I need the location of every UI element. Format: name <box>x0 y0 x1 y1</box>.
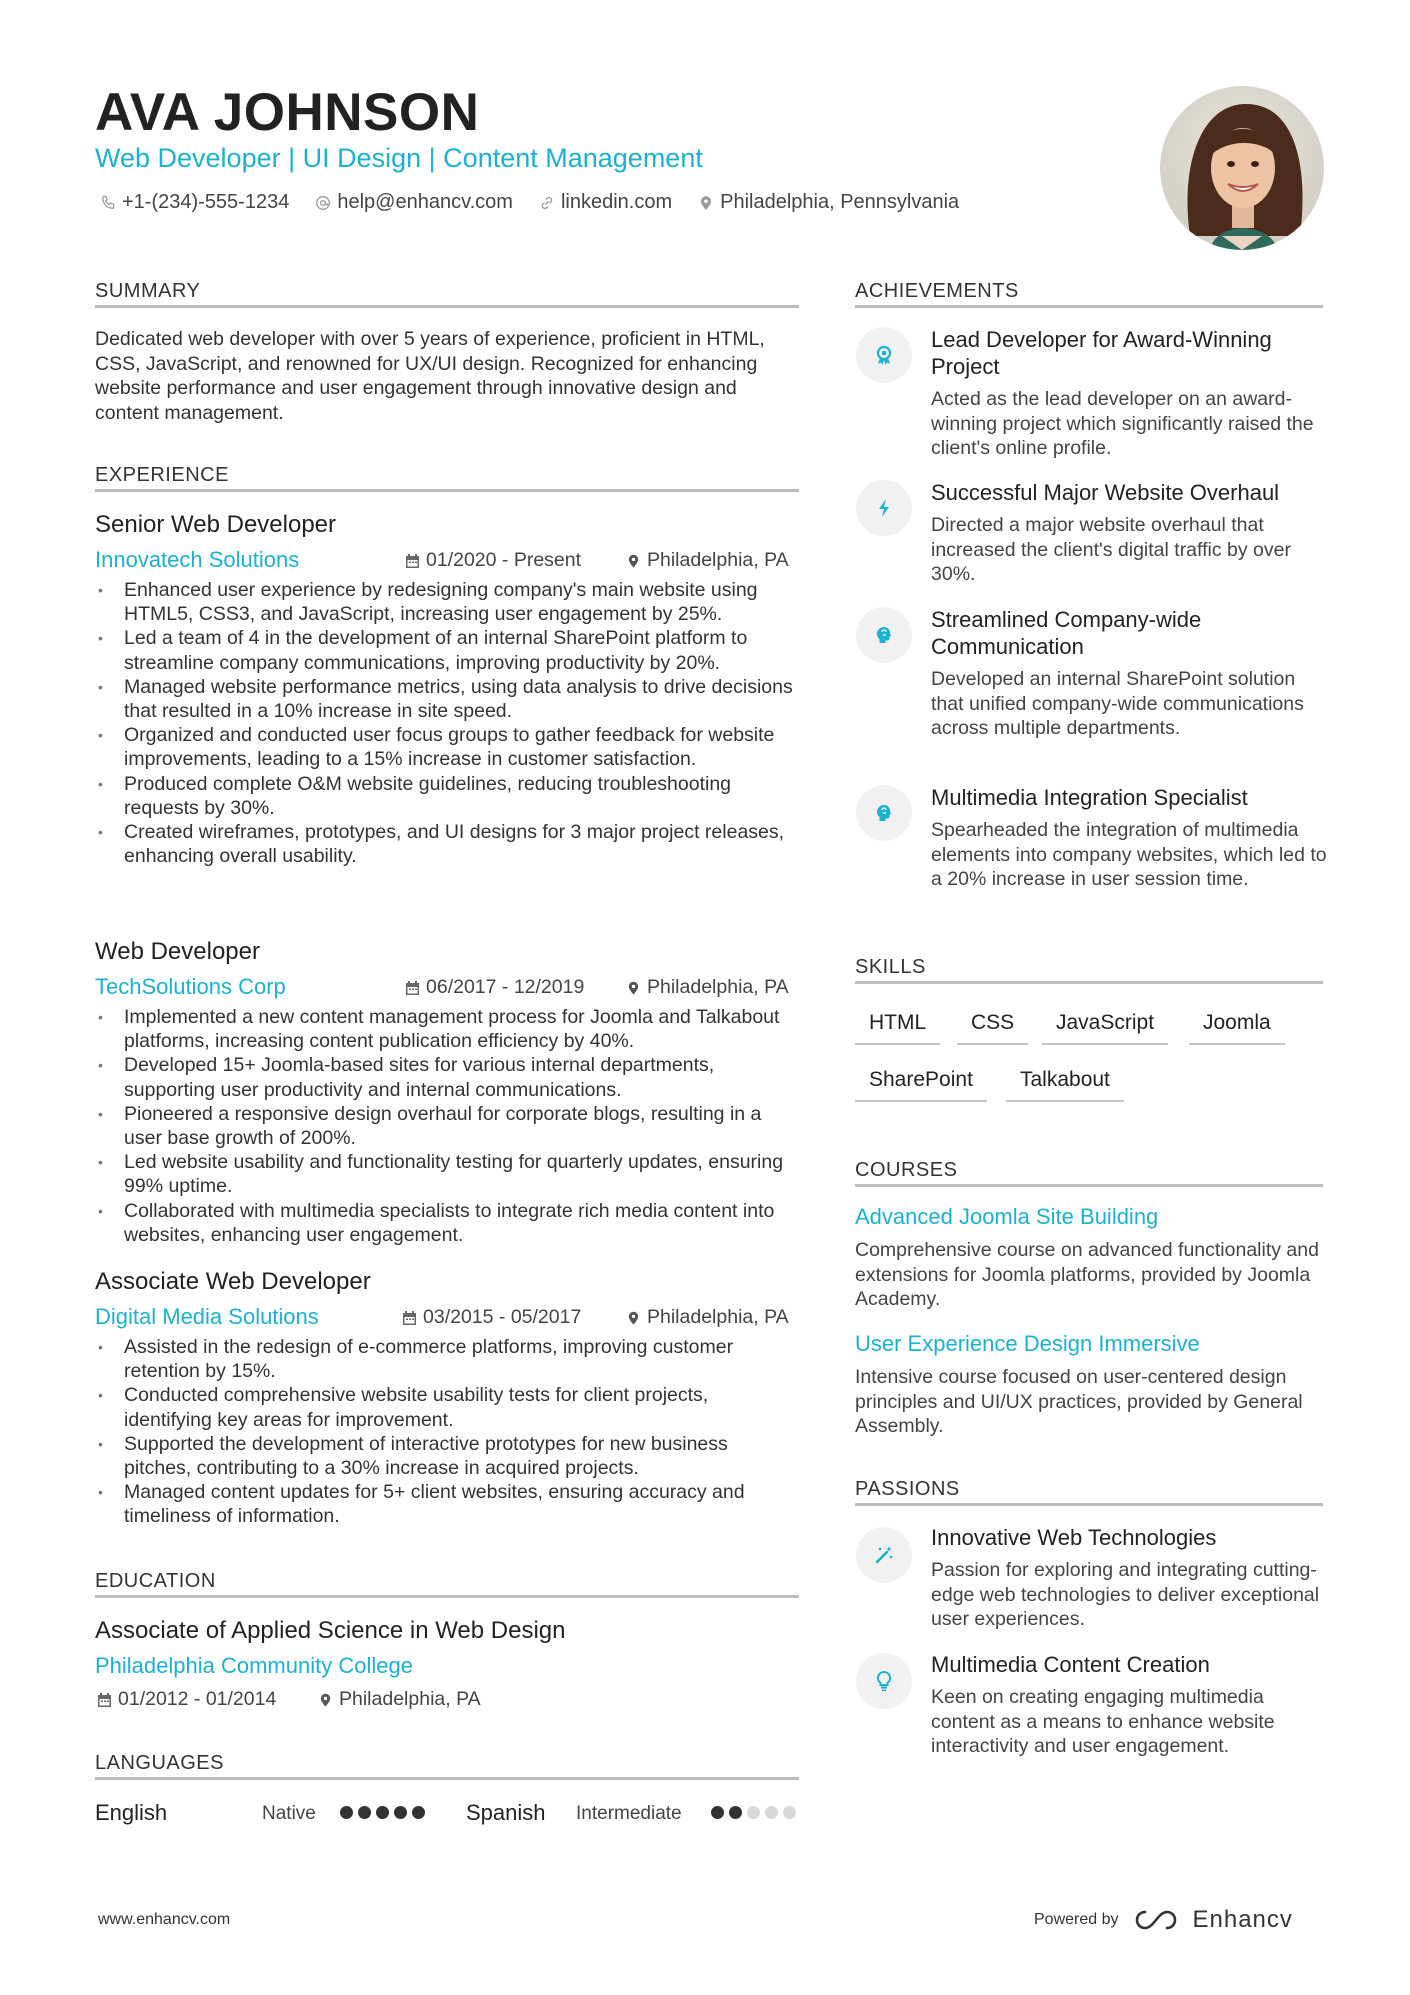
education-location-text: Philadelphia, PA <box>339 1688 481 1710</box>
job-dates <box>405 976 584 999</box>
email-text: help@enhancv.com <box>337 191 513 213</box>
footer-website[interactable]: www.enhancv.com <box>98 1911 231 1928</box>
summary-divider <box>95 305 799 308</box>
achievements-divider <box>855 305 1323 308</box>
brain-icon <box>873 802 895 824</box>
company-name: TechSolutions Corp <box>95 974 286 999</box>
contact-bar <box>100 191 959 214</box>
achievement-icon-bg <box>856 480 912 536</box>
achievement-icon-bg <box>856 785 912 841</box>
brand-name: Enhancv <box>1192 1906 1293 1933</box>
location-pin-icon <box>626 553 641 569</box>
rating-dot <box>376 1806 389 1819</box>
language-rating-spanish <box>711 1806 796 1819</box>
calendar-icon <box>405 980 420 996</box>
passion-desc: Passion for exploring and integrating cutting-edge web technologies to deliver exceptional user experiences. <box>931 1559 1320 1630</box>
brain-icon <box>873 624 895 646</box>
education-location <box>318 1688 481 1711</box>
achievements-heading: ACHIEVEMENTS <box>855 280 1019 302</box>
passions-divider <box>855 1503 1323 1506</box>
summary-heading: SUMMARY <box>95 280 201 302</box>
magic-wand-icon <box>873 1544 895 1566</box>
list-item: • Created wireframes, prototypes, and UI designs for 3 major project releases, enhancing overall usability. <box>95 820 800 868</box>
at-icon <box>315 195 331 211</box>
education-heading: EDUCATION <box>95 1570 216 1592</box>
location-pin-icon <box>318 1692 333 1708</box>
passion-title: Innovative Web Technologies <box>931 1525 1217 1550</box>
phone-text: +1-(234)-555-1234 <box>122 191 290 213</box>
education-dates <box>97 1688 276 1711</box>
job-location-text: Philadelphia, PA <box>647 1306 789 1328</box>
list-item: • Managed content updates for 5+ client websites, ensuring accuracy and timeliness of information. <box>95 1480 800 1528</box>
contact-phone <box>100 191 289 214</box>
job-dates <box>402 1306 581 1329</box>
job-dates-text: 03/2015 - 05/2017 <box>423 1306 582 1328</box>
calendar-icon <box>402 1310 417 1326</box>
powered-by-text: Powered by <box>1034 1911 1119 1928</box>
course-desc: Comprehensive course on advanced functionality and extensions for Joomla platforms, provided by Joomla Academy. <box>855 1239 1319 1310</box>
education-divider <box>95 1595 799 1598</box>
job-location <box>626 549 789 572</box>
candidate-headline: Web Developer | UI Design | Content Management <box>95 143 703 173</box>
list-item: • Conducted comprehensive website usability tests for client projects, identifying key areas for improvement. <box>95 1383 800 1431</box>
experience-divider <box>95 489 799 492</box>
skill-tag: JavaScript <box>1042 1011 1168 1045</box>
job-dates <box>405 549 581 572</box>
list-item: • Organized and conducted user focus groups to gather feedback for website improvements, leading to a 15% increase in customer satisfaction. <box>95 723 800 771</box>
summary-text: Dedicated web developer with over 5 years of experience, proficient in HTML, CSS, JavaScript, and renowned for UX/UI design. Recognized for enhancing website performance and user engagement through innovative design and content management. <box>95 328 765 424</box>
contact-location <box>698 191 959 214</box>
location-pin-icon <box>698 195 714 211</box>
skill-tag: Joomla <box>1189 1011 1285 1045</box>
calendar-icon <box>97 1692 112 1708</box>
languages-divider <box>95 1777 799 1780</box>
achievement-desc: Developed an internal SharePoint solution that unified company-wide communications across multiple departments. <box>931 668 1304 739</box>
rating-dot <box>358 1806 371 1819</box>
profile-photo <box>1160 86 1324 250</box>
language-level: Intermediate <box>576 1803 682 1824</box>
rating-dot <box>412 1806 425 1819</box>
achievement-desc: Spearheaded the integration of multimedia elements into company websites, which led to a 20% increase in user session time. <box>931 819 1327 890</box>
rating-dot <box>340 1806 353 1819</box>
rating-dot <box>783 1806 796 1819</box>
degree-title: Associate of Applied Science in Web Design <box>95 1617 566 1644</box>
achievement-icon-bg <box>856 607 912 663</box>
job-title: Associate Web Developer <box>95 1268 371 1295</box>
list-item: • Developed 15+ Joomla-based sites for various internal departments, supporting user productivity and internal communications. <box>95 1053 800 1101</box>
courses-heading: COURSES <box>855 1159 958 1181</box>
list-item: • Produced complete O&M website guidelines, reducing troubleshooting requests by 30%. <box>95 772 800 820</box>
job-dates-text: 01/2020 - Present <box>426 549 582 571</box>
course-desc: Intensive course focused on user-centered design principles and UI/UX practices, provided by General Assembly. <box>855 1366 1303 1437</box>
passion-icon-bg <box>856 1653 912 1709</box>
rating-dot <box>729 1806 742 1819</box>
list-item: • Enhanced user experience by redesigning company's main website using HTML5, CSS3, and JavaScript, increasing user engagement by 25%. <box>95 578 800 626</box>
passion-title: Multimedia Content Creation <box>931 1652 1210 1677</box>
contact-linkedin[interactable] <box>539 191 672 214</box>
job-location <box>626 976 789 999</box>
list-item: • Collaborated with multimedia specialists to integrate rich media content into websites, enhancing user engagement. <box>95 1199 800 1247</box>
award-icon <box>873 344 895 366</box>
list-item: • Assisted in the redesign of e-commerce platforms, improving customer retention by 15%. <box>95 1335 800 1383</box>
job-location-text: Philadelphia, PA <box>647 549 789 571</box>
achievement-title: Streamlined Company-wide Communication <box>931 607 1202 659</box>
list-item: • Led a team of 4 in the development of an internal SharePoint platform to streamline company communications, improving productivity by 20%. <box>95 626 800 674</box>
rating-dot <box>711 1806 724 1819</box>
experience-heading: EXPERIENCE <box>95 464 229 486</box>
contact-email[interactable] <box>315 191 513 214</box>
course-title: Advanced Joomla Site Building <box>855 1204 1159 1229</box>
skill-tag: Talkabout <box>1006 1068 1124 1102</box>
achievement-title: Multimedia Integration Specialist <box>931 785 1248 810</box>
passion-icon-bg <box>856 1527 912 1583</box>
footer-branding <box>1034 1906 1293 1934</box>
location-pin-icon <box>626 1310 641 1326</box>
passion-desc: Keen on creating engaging multimedia content as a means to enhance website interactivity and user engagement. <box>931 1686 1275 1757</box>
rating-dot <box>394 1806 407 1819</box>
skill-tag: SharePoint <box>855 1068 987 1102</box>
link-icon <box>539 195 555 211</box>
list-item: • Managed website performance metrics, using data analysis to drive decisions that resulted in a 10% increase in site speed. <box>95 675 800 723</box>
job-title: Senior Web Developer <box>95 511 337 538</box>
language-rating-english <box>340 1806 425 1819</box>
company-name: Innovatech Solutions <box>95 547 300 572</box>
location-text: Philadelphia, Pennsylvania <box>720 191 960 213</box>
calendar-icon <box>405 553 420 569</box>
school-name: Philadelphia Community College <box>95 1653 413 1678</box>
rating-dot <box>747 1806 760 1819</box>
job-bullets <box>95 1335 800 1529</box>
passions-heading: PASSIONS <box>855 1478 960 1500</box>
candidate-name: AVA JOHNSON <box>95 83 480 142</box>
achievement-title: Lead Developer for Award-Winning Project <box>931 327 1272 379</box>
language-name: English <box>95 1800 168 1825</box>
list-item: • Supported the development of interactive prototypes for new business pitches, contributing to a 30% increase in acquired projects. <box>95 1432 800 1480</box>
linkedin-text: linkedin.com <box>560 191 673 213</box>
skills-heading: SKILLS <box>855 956 926 978</box>
job-bullets <box>95 1005 800 1247</box>
language-name: Spanish <box>466 1800 546 1825</box>
list-item: • Pioneered a responsive design overhaul for corporate blogs, resulting in a user base growth of 200%. <box>95 1102 800 1150</box>
achievement-desc: Acted as the lead developer on an award-winning project which significantly raised the client's online profile. <box>931 388 1314 459</box>
achievement-icon-bg <box>856 327 912 383</box>
job-location <box>626 1306 789 1329</box>
skill-tag: CSS <box>957 1011 1028 1045</box>
job-dates-text: 06/2017 - 12/2019 <box>426 976 585 998</box>
company-name: Digital Media Solutions <box>95 1304 319 1329</box>
lightbulb-icon <box>873 1670 895 1692</box>
phone-icon <box>100 195 116 211</box>
lightning-icon <box>873 497 895 519</box>
skills-divider <box>855 981 1323 984</box>
location-pin-icon <box>626 980 641 996</box>
rating-dot <box>765 1806 778 1819</box>
courses-divider <box>855 1184 1323 1187</box>
course-title: User Experience Design Immersive <box>855 1331 1200 1356</box>
language-level: Native <box>262 1803 316 1824</box>
list-item: • Led website usability and functionality testing for quarterly updates, ensuring 99% uptime. <box>95 1150 800 1198</box>
job-title: Web Developer <box>95 938 260 965</box>
skill-tag: HTML <box>855 1011 940 1045</box>
languages-heading: LANGUAGES <box>95 1752 224 1774</box>
job-location-text: Philadelphia, PA <box>647 976 789 998</box>
job-bullets <box>95 578 800 868</box>
education-dates-text: 01/2012 - 01/2014 <box>118 1688 277 1710</box>
achievement-title: Successful Major Website Overhaul <box>931 480 1280 505</box>
list-item: • Implemented a new content management process for Joomla and Talkabout platforms, increasing content publication efficiency by 40%. <box>95 1005 800 1053</box>
enhancv-logo-icon <box>1133 1908 1179 1932</box>
achievement-desc: Directed a major website overhaul that increased the client's digital traffic by over 30%. <box>931 514 1291 585</box>
